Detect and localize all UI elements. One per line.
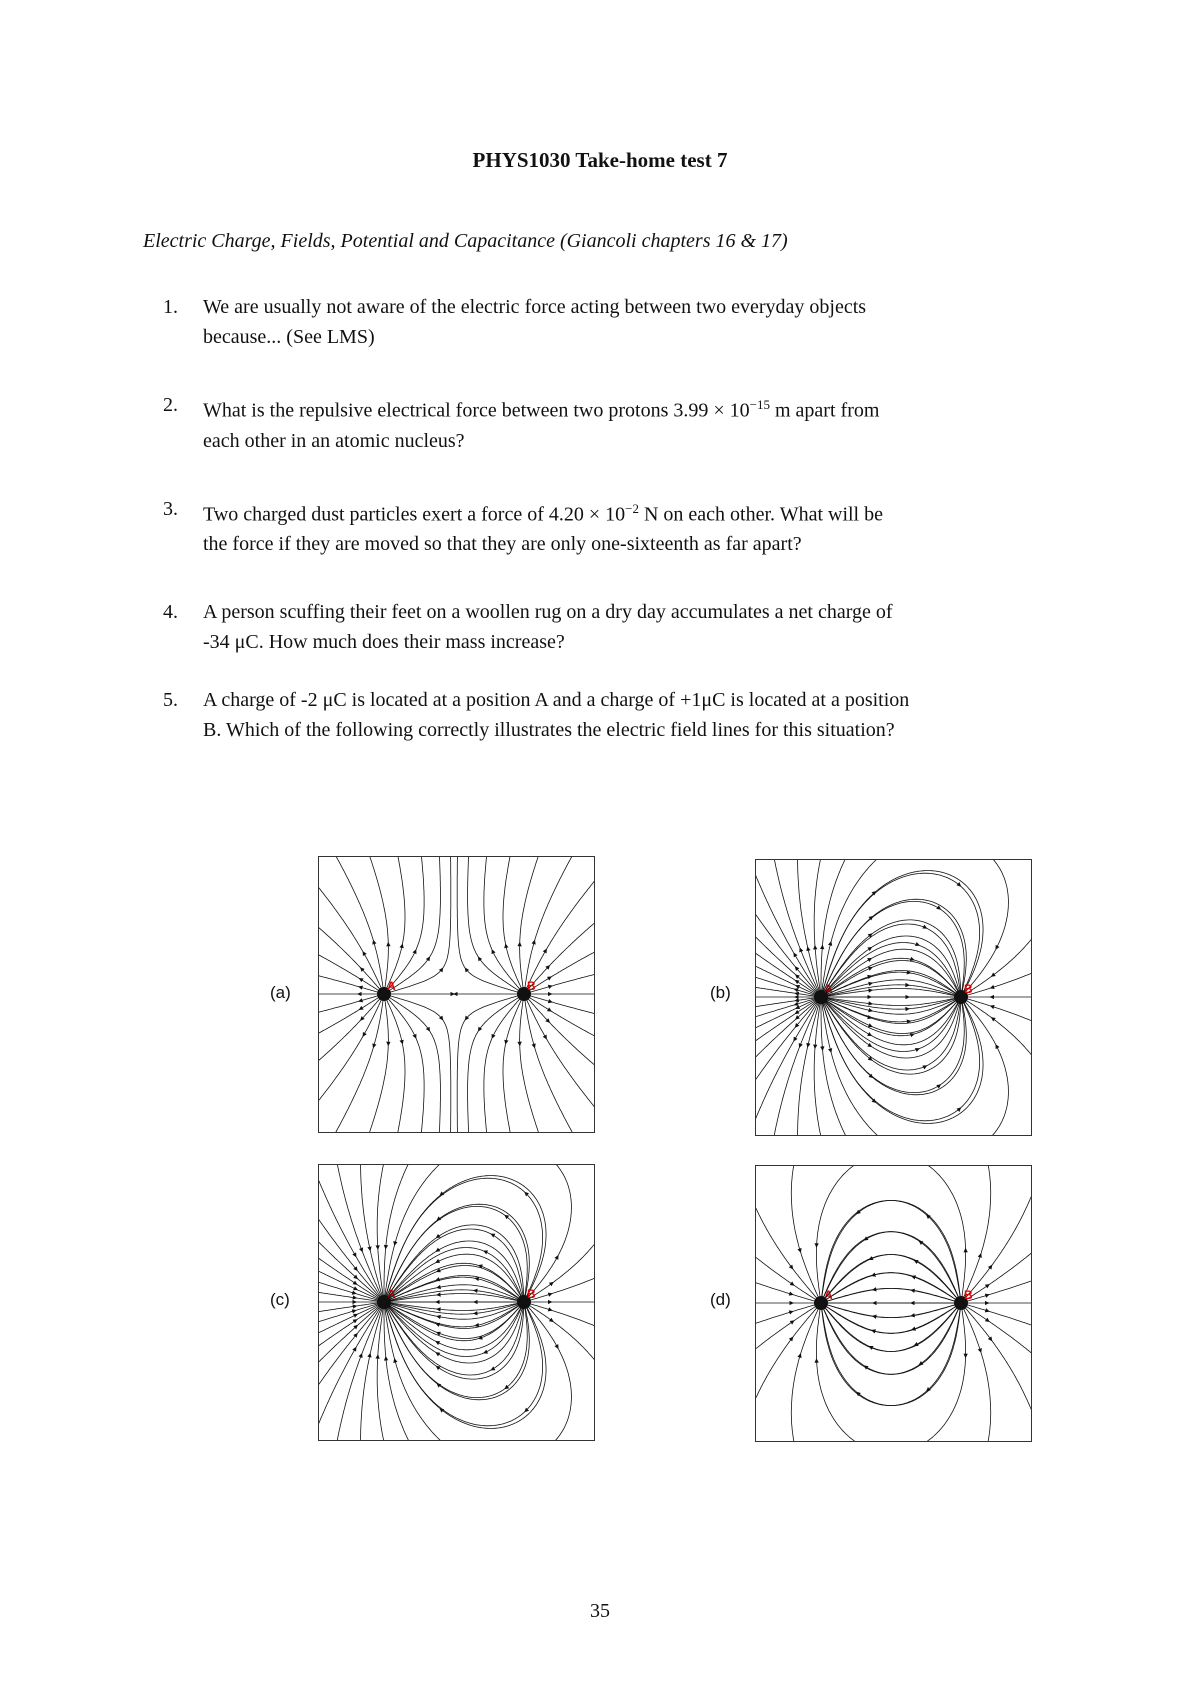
field-line bbox=[756, 1257, 816, 1299]
field-line bbox=[319, 955, 379, 991]
arrow-head bbox=[474, 1277, 479, 1281]
field-line bbox=[377, 1165, 383, 1296]
charge-label: A bbox=[387, 1287, 396, 1301]
arrow-head bbox=[820, 1046, 824, 1051]
arrow-head bbox=[375, 1245, 379, 1250]
field-line bbox=[927, 1309, 965, 1441]
arrow-head bbox=[473, 1311, 478, 1315]
exponent: −2 bbox=[625, 500, 639, 516]
arrow-head bbox=[436, 1315, 441, 1319]
arrow-head bbox=[436, 1307, 441, 1311]
arrow-head bbox=[868, 1008, 873, 1012]
field-line bbox=[814, 1003, 821, 1135]
arrow-head bbox=[358, 986, 363, 990]
field-line bbox=[377, 1308, 384, 1440]
exponent: −15 bbox=[749, 397, 770, 412]
arrow-head bbox=[353, 1281, 358, 1285]
arrow-head bbox=[548, 1300, 553, 1304]
question-text-line bbox=[203, 494, 1083, 530]
field-line bbox=[967, 999, 1031, 1021]
panel-a-label: (a) bbox=[270, 983, 291, 1002]
arrow-head bbox=[985, 1301, 990, 1305]
field-line bbox=[503, 857, 522, 989]
arrow-head bbox=[991, 1017, 996, 1021]
field-line bbox=[390, 996, 451, 1132]
arrow-head bbox=[956, 1107, 961, 1112]
arrow-head bbox=[386, 942, 390, 947]
arrow-head bbox=[828, 941, 832, 946]
field-line bbox=[385, 1165, 440, 1296]
field-line bbox=[370, 1000, 389, 1132]
page-number: 35 bbox=[590, 1600, 610, 1622]
question-text-line: the force if they are moved so that they are only one-sixteenth as far apart? bbox=[203, 533, 802, 556]
field-lines-c bbox=[319, 1165, 594, 1440]
arrow-head bbox=[990, 1005, 995, 1009]
arrow-head bbox=[905, 1007, 910, 1011]
field-line bbox=[791, 1166, 818, 1298]
arrow-head bbox=[910, 1301, 915, 1305]
charge-label: B bbox=[964, 982, 973, 996]
panel-b-label: (b) bbox=[710, 983, 731, 1002]
field-line bbox=[798, 860, 820, 991]
field-line bbox=[528, 999, 594, 1066]
arrow-head bbox=[548, 985, 553, 989]
question-text-line: because... (See LMS) bbox=[203, 326, 375, 348]
field-line bbox=[967, 1281, 1031, 1301]
arrow-head bbox=[353, 1295, 358, 1299]
arrow-head bbox=[905, 983, 910, 987]
arrow-head bbox=[988, 1336, 992, 1341]
field-line bbox=[319, 996, 378, 1013]
question-1 bbox=[163, 292, 1083, 352]
field-line bbox=[756, 953, 816, 994]
field-line bbox=[361, 1308, 383, 1440]
arrow-head bbox=[910, 1313, 915, 1317]
field-line bbox=[774, 860, 818, 992]
arrow-head bbox=[985, 1284, 990, 1288]
arrow-head bbox=[504, 943, 508, 948]
field-line bbox=[756, 987, 815, 996]
field-line bbox=[387, 1000, 406, 1133]
panel-c-label: (c) bbox=[270, 1290, 290, 1309]
question-2 bbox=[163, 390, 1083, 456]
arrow-head bbox=[911, 1327, 916, 1331]
question-number: 3. bbox=[163, 497, 178, 520]
field-line-group bbox=[756, 860, 1031, 1135]
arrow-head bbox=[426, 956, 430, 961]
field-line bbox=[816, 1166, 853, 1297]
arrow-head bbox=[548, 999, 553, 1003]
charge-label: B bbox=[527, 979, 536, 993]
arrow-head bbox=[867, 1043, 872, 1047]
arrow-head bbox=[990, 985, 995, 989]
field-line bbox=[529, 997, 594, 1036]
field-line bbox=[756, 1000, 816, 1041]
arrow-head bbox=[353, 1319, 358, 1323]
arrow-head bbox=[978, 1253, 982, 1258]
field-line bbox=[319, 1303, 378, 1312]
field-panel-d bbox=[755, 1165, 1032, 1442]
arrow-head bbox=[548, 1307, 553, 1311]
field-line bbox=[821, 1306, 960, 1406]
charge-label: A bbox=[387, 979, 396, 993]
field-line bbox=[823, 1304, 955, 1318]
arrow-head bbox=[963, 1248, 967, 1253]
arrow-head bbox=[963, 1354, 967, 1359]
arrow-head bbox=[868, 982, 873, 986]
arrow-head bbox=[789, 1337, 793, 1342]
field-line bbox=[967, 973, 1031, 995]
field-line bbox=[503, 1000, 522, 1133]
field-line bbox=[319, 976, 378, 993]
arrow-head bbox=[549, 1318, 554, 1322]
arrow-head bbox=[478, 956, 482, 961]
arrow-head bbox=[990, 995, 995, 999]
arrow-head bbox=[393, 1241, 397, 1246]
field-line bbox=[319, 928, 380, 990]
question-text-line: each other in an atomic nucleus? bbox=[203, 429, 465, 452]
field-line bbox=[520, 1000, 539, 1132]
field-lines-d bbox=[756, 1166, 1031, 1441]
field-line bbox=[967, 1305, 1031, 1325]
arrow-head bbox=[985, 1318, 990, 1322]
field-line bbox=[964, 1309, 991, 1442]
field-line bbox=[389, 857, 440, 991]
arrow-head bbox=[789, 1265, 793, 1270]
arrow-head bbox=[795, 1010, 800, 1014]
question-number: 4. bbox=[163, 601, 178, 624]
arrow-head bbox=[910, 1289, 915, 1293]
field-line bbox=[457, 996, 518, 1132]
field-line-group bbox=[319, 857, 594, 1132]
arrow-head bbox=[820, 945, 824, 950]
field-line bbox=[319, 997, 379, 1033]
field-line-group bbox=[319, 1165, 594, 1440]
arrow-head bbox=[547, 1007, 552, 1011]
arrow-head bbox=[795, 980, 800, 984]
field-line bbox=[389, 997, 440, 1132]
arrow-head bbox=[393, 1358, 397, 1363]
arrow-head bbox=[789, 1301, 794, 1305]
arrow-head bbox=[806, 946, 810, 951]
question-text: What is the repulsive electrical force between two protons 3.99 × 10 bbox=[203, 399, 750, 422]
arrow-head bbox=[813, 1044, 817, 1049]
arrow-head bbox=[867, 947, 872, 951]
field-line bbox=[964, 1166, 991, 1298]
question-text: m apart from bbox=[770, 399, 880, 422]
field-line bbox=[791, 1309, 818, 1442]
field-line bbox=[385, 1178, 543, 1299]
question-text-line: -34 μC. How much does their mass increase? bbox=[203, 631, 565, 654]
field-line bbox=[337, 1165, 381, 1297]
charge-label: B bbox=[527, 1287, 536, 1301]
arrow-head bbox=[384, 1356, 388, 1361]
arrow-head bbox=[352, 1300, 357, 1304]
field-line-group bbox=[756, 1166, 1031, 1441]
arrow-head bbox=[450, 992, 455, 996]
arrow-head bbox=[797, 1248, 801, 1253]
field-line bbox=[390, 857, 451, 992]
field-panel-c bbox=[318, 1164, 595, 1441]
field-line bbox=[530, 1278, 594, 1300]
field-line bbox=[319, 999, 380, 1061]
arrow-head bbox=[806, 1043, 810, 1048]
charge-label: B bbox=[964, 1288, 973, 1302]
field-line bbox=[387, 857, 406, 989]
section-subtitle: Electric Charge, Fields, Potential and Capacitance (Giancoli chapters 16 & 17) bbox=[143, 230, 788, 252]
question-text: Two charged dust particles exert a force of 4.20 × 10 bbox=[203, 503, 626, 526]
field-line bbox=[822, 1000, 980, 1121]
arrow-head bbox=[436, 1366, 441, 1370]
arrow-head bbox=[814, 1358, 818, 1363]
arrow-head bbox=[790, 1320, 795, 1324]
field-line bbox=[361, 1165, 383, 1296]
field-panel-b bbox=[755, 859, 1032, 1136]
arrow-head bbox=[956, 882, 961, 887]
arrow-head bbox=[386, 1042, 390, 1047]
question-4 bbox=[163, 597, 1083, 657]
panel-d-label: (d) bbox=[710, 1290, 731, 1309]
charge-label: A bbox=[824, 982, 833, 996]
arrow-head bbox=[504, 1040, 508, 1045]
arrow-head bbox=[358, 998, 363, 1002]
arrow-head bbox=[549, 1282, 554, 1286]
field-line bbox=[966, 1253, 1031, 1300]
question-number: 2. bbox=[163, 394, 178, 416]
field-line bbox=[756, 998, 815, 1007]
arrow-head bbox=[868, 1056, 873, 1060]
field-line bbox=[822, 873, 980, 994]
field-line bbox=[337, 1308, 381, 1441]
field-line bbox=[821, 1200, 960, 1300]
arrow-head bbox=[436, 1234, 441, 1238]
arrow-head bbox=[517, 942, 521, 947]
page-title: PHYS1030 Take-home test 7 bbox=[472, 148, 728, 172]
arrow-head bbox=[548, 1293, 553, 1297]
field-line bbox=[966, 1306, 1031, 1353]
field-line bbox=[528, 923, 594, 990]
arrow-head bbox=[548, 992, 553, 996]
field-panel-a bbox=[318, 856, 595, 1133]
arrow-head bbox=[384, 1245, 388, 1250]
field-line bbox=[965, 1196, 1031, 1299]
field-line bbox=[468, 997, 519, 1132]
arrow-head bbox=[978, 1348, 982, 1353]
field-line bbox=[385, 1305, 543, 1426]
field-line bbox=[929, 1166, 966, 1297]
arrow-head bbox=[400, 943, 404, 948]
field-line bbox=[822, 860, 877, 991]
field-line bbox=[822, 1200, 961, 1300]
field-line bbox=[822, 1306, 961, 1406]
arrow-head bbox=[790, 1281, 795, 1285]
arrow-head bbox=[473, 1300, 478, 1304]
field-line bbox=[798, 1003, 820, 1135]
question-text-line: A person scuffing their feet on a woollen rug on a dry day accumulates a net charge of bbox=[203, 601, 893, 624]
field-line bbox=[756, 1208, 817, 1298]
arrow-head bbox=[474, 1323, 479, 1327]
field-line bbox=[814, 860, 820, 991]
arrow-head bbox=[426, 1027, 430, 1032]
arrow-head bbox=[357, 992, 362, 996]
field-line bbox=[385, 1308, 441, 1440]
question-number: 5. bbox=[163, 689, 178, 712]
charge-label: A bbox=[824, 1288, 833, 1302]
arrow-head bbox=[988, 1265, 992, 1270]
arrow-head bbox=[794, 992, 799, 996]
arrow-head bbox=[478, 1027, 482, 1032]
field-line bbox=[319, 1305, 379, 1346]
question-list bbox=[163, 292, 1083, 745]
arrow-head bbox=[905, 995, 910, 999]
field-line bbox=[529, 952, 594, 991]
arrow-head bbox=[400, 1040, 404, 1045]
field-line bbox=[530, 1304, 594, 1326]
arrow-head bbox=[868, 933, 873, 937]
arrow-head bbox=[367, 1246, 371, 1251]
question-number: 1. bbox=[163, 296, 178, 318]
field-line bbox=[756, 1306, 816, 1348]
field-line bbox=[816, 1309, 854, 1441]
question-text-line: B. Which of the following correctly illustrates the electric field lines for this situation? bbox=[203, 719, 895, 742]
arrow-head bbox=[473, 1289, 478, 1293]
arrow-head bbox=[436, 1292, 441, 1296]
arrow-head bbox=[517, 1042, 521, 1047]
field-line bbox=[965, 1308, 1031, 1411]
question-text: N on each other. What will be bbox=[638, 503, 883, 526]
arrow-head bbox=[375, 1354, 379, 1359]
arrow-head bbox=[353, 1304, 358, 1308]
field-lines-b bbox=[756, 860, 1031, 1135]
arrow-head bbox=[797, 1353, 801, 1358]
field-line bbox=[822, 1003, 878, 1135]
question-3 bbox=[163, 494, 1083, 560]
field-line bbox=[319, 1258, 379, 1299]
arrow-head bbox=[436, 1285, 441, 1289]
question-text-line: A charge of -2 μC is located at a position A and a charge of +1μC is located at a position bbox=[203, 689, 910, 712]
question-5 bbox=[163, 685, 1083, 745]
field-line bbox=[774, 1003, 818, 1136]
arrow-head bbox=[911, 1275, 916, 1279]
arrow-head bbox=[813, 945, 817, 950]
arrow-head bbox=[991, 972, 996, 976]
field-line bbox=[823, 1288, 955, 1302]
question-text-line: We are usually not aware of the electric force acting between two everyday objects bbox=[203, 296, 867, 318]
field-line bbox=[457, 857, 518, 992]
arrow-head bbox=[828, 1048, 832, 1053]
field-line bbox=[319, 1292, 378, 1301]
field-line bbox=[468, 857, 519, 991]
arrow-head bbox=[547, 976, 552, 980]
arrow-head bbox=[814, 1243, 818, 1248]
question-text-line bbox=[203, 390, 1083, 426]
field-line bbox=[756, 1308, 817, 1398]
field-lines-a bbox=[319, 857, 594, 1132]
arrow-head bbox=[367, 1353, 371, 1358]
